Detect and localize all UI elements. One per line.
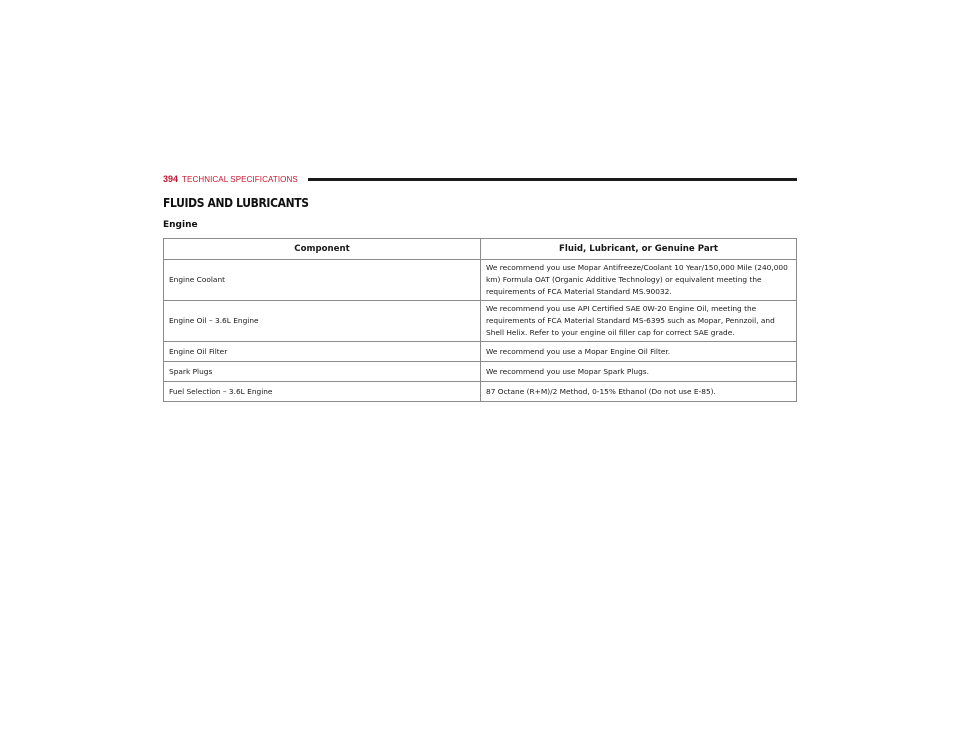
fluids-table (163, 238, 797, 402)
fluid-cell: We recommend you use Mopar Spark Plugs. (481, 362, 797, 382)
fluid-cell: We recommend you use Mopar Antifreeze/Coolant 10 Year/150,000 Mile (240,000 km) Formula OAT (Organic Additive Technology) or equivalent meeting the requirements of FCA Material Standard MS.90032. (481, 260, 797, 301)
component-cell: Engine Oil – 3.6L Engine (164, 301, 481, 342)
component-cell: Spark Plugs (164, 362, 481, 382)
fluid-cell: We recommend you use API Certified SAE 0W-20 Engine Oil, meeting the requirements of FCA Material Standard MS-6395 such as Mopar, Pennzoil, and Shell Helix. Refer to your engine oil filler cap for correct SAE grade. (481, 301, 797, 342)
table-header-row (164, 239, 797, 260)
page-number: 394 (163, 174, 179, 184)
fluid-cell: We recommend you use a Mopar Engine Oil Filter. (481, 342, 797, 362)
table-row (164, 260, 797, 301)
table-row (164, 301, 797, 342)
fluid-cell: 87 Octane (R+M)/2 Method, 0-15% Ethanol (Do not use E-85). (481, 382, 797, 402)
table-row (164, 382, 797, 402)
table-row (164, 362, 797, 382)
table-row (164, 342, 797, 362)
header-rule (308, 178, 797, 181)
section-subtitle: Engine (163, 220, 198, 230)
component-cell: Engine Coolant (164, 260, 481, 301)
column-header-component: Component (164, 239, 481, 260)
component-cell: Fuel Selection – 3.6L Engine (164, 382, 481, 402)
page-header (163, 172, 797, 186)
page-title: FLUIDS AND LUBRICANTS (163, 195, 309, 210)
section-label: TECHNICAL SPECIFICATIONS (182, 174, 298, 184)
component-cell: Engine Oil Filter (164, 342, 481, 362)
column-header-fluid: Fluid, Lubricant, or Genuine Part (481, 239, 797, 260)
